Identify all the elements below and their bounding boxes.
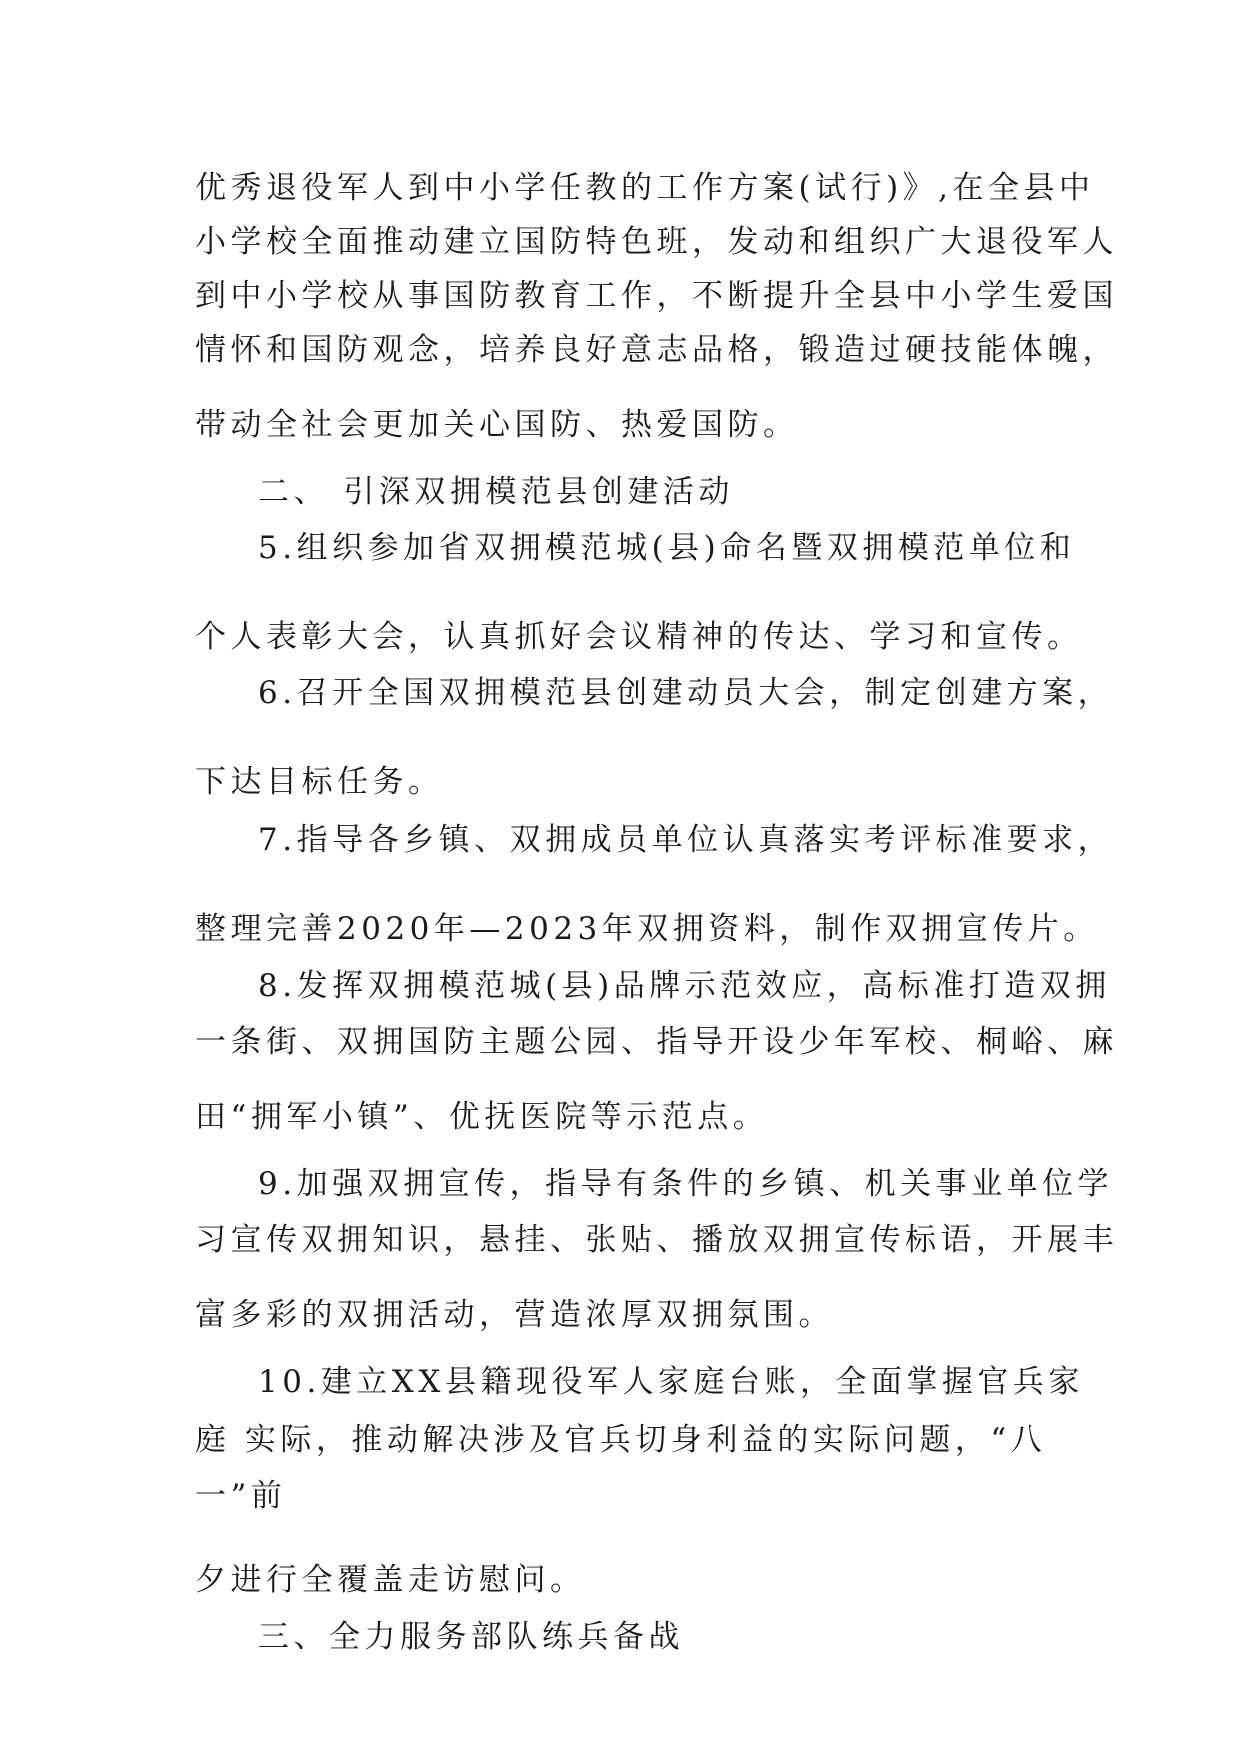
paragraph-line: 10.建立XX县籍现役军人家庭台账，全面掌握官兵家 — [258, 1364, 1084, 1400]
paragraph-line: 9.加强双拥宣传，指导有条件的乡镇、机关事业单位学 — [258, 1166, 1114, 1202]
paragraph-line: 8.发挥双拥模范城(县)品牌示范效应，高标准打造双拥 — [258, 968, 1111, 1004]
paragraph-line: 庭 实际，推动解决涉及官兵切身利益的实际问题，“八 — [195, 1422, 1047, 1458]
paragraph-line: 到中小学校从事国防教育工作，不断提升全县中小学生爱国 — [195, 278, 1118, 314]
paragraph-line: 习宣传双拥知识，悬挂、张贴、播放双拥宣传标语，开展丰 — [195, 1222, 1118, 1258]
paragraph-line: 田“拥军小镇”、优抚医院等示范点。 — [195, 1099, 769, 1135]
paragraph-line: 小学校全面推动建立国防特色班，发动和组织广大退役军人 — [195, 224, 1118, 260]
paragraph-line: 下达目标任务。 — [195, 764, 444, 800]
paragraph-line: 一条街、双拥国防主题公园、指导开设少年军校、桐峪、麻 — [195, 1024, 1118, 1060]
paragraph-line: 6.召开全国双拥模范县创建动员大会，制定创建方案， — [258, 675, 1114, 711]
paragraph-line: 带动全社会更加关心国防、热爱国防。 — [195, 407, 799, 443]
paragraph-line: 7.指导各乡镇、双拥成员单位认真落实考评标准要求， — [258, 822, 1114, 858]
paragraph-line: 一”前 — [195, 1478, 287, 1514]
paragraph-line: 个人表彰大会，认真抓好会议精神的传达、学习和宣传。 — [195, 619, 1083, 655]
paragraph-line: 情怀和国防观念，培养良好意志品格，锻造过硬技能体魄， — [195, 332, 1118, 368]
paragraph-line: 富多彩的双拥活动，营造浓厚双拥氛围。 — [195, 1297, 834, 1333]
paragraph-line: 5.组织参加省双拥模范城(县)命名暨双拥模范单位和 — [258, 530, 1076, 566]
section-heading: 三、全力服务部队练兵备战 — [258, 1619, 684, 1655]
paragraph-line: 夕进行全覆盖走访慰问。 — [195, 1562, 586, 1598]
paragraph-line: 优秀退役军人到中小学任教的工作方案(试行)》,在全县中 — [195, 170, 1095, 206]
section-heading: 二、 引深双拥模范县创建活动 — [258, 474, 734, 510]
paragraph-line: 整理完善2020年—2023年双拥资料，制作双拥宣传片。 — [195, 911, 1099, 947]
